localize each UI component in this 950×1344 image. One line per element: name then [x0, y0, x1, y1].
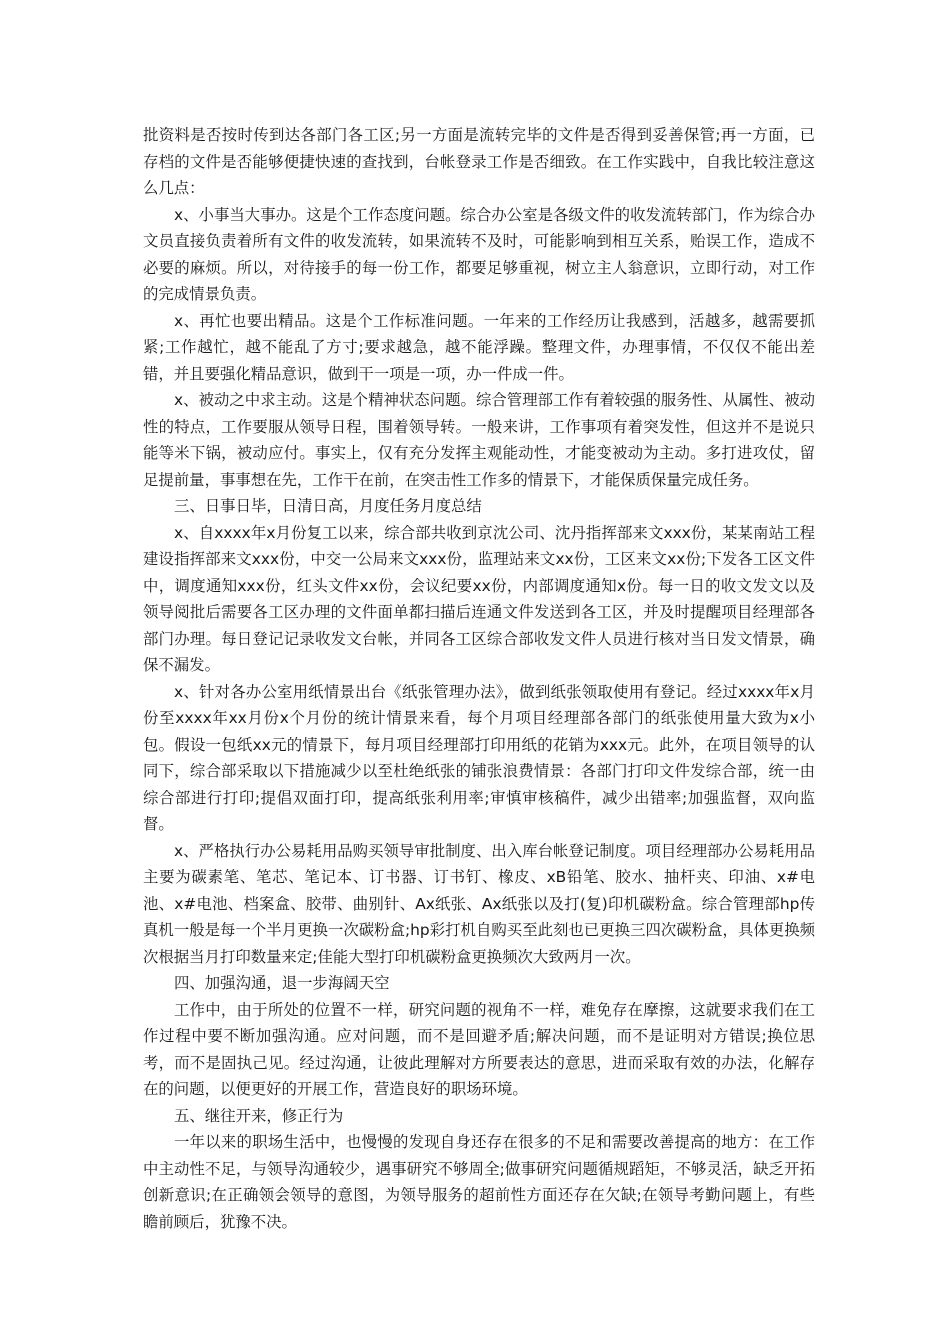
paragraph-office-supplies: x、严格执行办公易耗用品购买领导审批制度、出入库台帐登记制度。项目经理部办公易耗用品主要为碳素笔、笔芯、笔记本、订书器、订书钉、橡皮、xB铅笔、胶水、抽杆夹、印油、x#电池、x#电池、档案盒、胶带、曲别针、Ax纸张、Ax纸张以及打(复)印机碳粉盒。综合管理部hp传真机一般是每一个半月更换一次碳粉盒;hp彩打机自购买至此刻也已更换三四次碳粉盒，具体更换频次根据当月打印数量来定;佳能大型打印机碳粉盒更换频次大致两月一次。 — [143, 841, 815, 966]
paragraph-quality-work: x、再忙也要出精品。这是个工作标准问题。一年来的工作经历让我感到，活越多，越需要抓紧;工作越忙，越不能乱了方寸;要求越急，越不能浮躁。整理文件，办理事情，不仅仅不能出差错，并且要强化精品意识，做到干一项是一项，办一件成一件。 — [143, 311, 815, 383]
paragraph-shortcomings: 一年以来的职场生活中，也慢慢的发现自身还存在很多的不足和需要改善提高的地方：在工作中主动性不足，与领导沟通较少，遇事研究不够周全;做事研究问题循规蹈矩，不够灵活，缺乏开拓创新意识;在正确领会领导的意图，为领导服务的超前性方面还存在欠缺;在领导考勤问题上，有些瞻前顾后，犹豫不决。 — [143, 1133, 815, 1231]
paragraph-paper-management: x、针对各办公室用纸情景出台《纸张管理办法》，做到纸张领取使用有登记。经过xxxx年x月份至xxxx年xx月份x个月份的统计情景来看，每个月项目经理部各部门的纸张使用量大致为x小包。假设一包纸xx元的情景下，每月项目经理部打印用纸的花销为xxx元。此外，在项目领导的认同下，综合部采取以下措施减少以至杜绝纸张的铺张浪费情景：各部门打印文件发综合部，统一由综合部进行打印;提倡双面打印，提高纸张利用率;审慎审核稿件，减少出错率;加强监督，双向监督。 — [143, 682, 815, 833]
document-page — [143, 122, 815, 1235]
paragraph-intro-continuation: 批资料是否按时传到达各部门各工区;另一方面是流转完毕的文件是否得到妥善保管;再一方面，已存档的文件是否能够便捷快速的查找到，台帐登录工作是否细致。在工作实践中，自我比较注意这么几点： — [143, 126, 815, 197]
section-heading-3: 三、日事日毕，日清日高，月度任务月度总结 — [174, 497, 482, 515]
section-heading-5: 五、继往开来，修正行为 — [174, 1106, 344, 1125]
section-heading-4: 四、加强沟通，退一步海阔天空 — [174, 974, 390, 992]
paragraph-proactive: x、被动之中求主动。这是个精神状态问题。综合管理部工作有着较强的服务性、从属性、被动性的特点，工作要服从领导日程，围着领导转。一般来讲，工作事项有着突发性，但这并不是说只能等米下锅，被动应付。事实上，仅有充分发挥主观能动性，才能变被动为主动。多打进攻仗，留足提前量，事事想在先，工作干在前，在突击性工作多的情景下，才能保质保量完成任务。 — [143, 391, 815, 489]
paragraph-small-matters: x、小事当大事办。这是个工作态度问题。综合办公室是各级文件的收发流转部门，作为综合办文员直接负责着所有文件的收发流转，如果流转不及时，可能影响到相互关系，贻误工作，造成不必要的麻烦。所以，对待接手的每一份工作，都要足够重视，树立主人翁意识，立即行动，对工作的完成情景负责。 — [143, 205, 815, 303]
paragraph-communication: 工作中，由于所处的位置不一样，研究问题的视角不一样，难免存在摩擦，这就要求我们在工作过程中要不断加强沟通。应对问题，而不是回避矛盾;解决问题，而不是证明对方错误;换位思考，而不是固执己见。经过沟通，让彼此理解对方所要表达的意思，进而采取有效的办法，化解存在的问题，以便更好的开展工作，营造良好的职场环境。 — [143, 1000, 815, 1098]
paragraph-document-stats: x、自xxxx年x月份复工以来，综合部共收到京沈公司、沈丹指挥部来文xxx份，某某南站工程建设指挥部来文xxx份，中交一公局来文xxx份，监理站来文xx份，工区来文xx份;下发各工区文件中，调度通知xxx份，红头文件xx份，会议纪要xx份，内部调度通知x份。每一日的收文发文以及领导阅批后需要各工区办理的文件面单都扫描后连通文件发送到各工区，并及时提醒项目经理部各部门办理。每日登记记录收发文台帐，并同各工区综合部收发文件人员进行核对当日发文情景，确保不漏发。 — [143, 523, 815, 674]
